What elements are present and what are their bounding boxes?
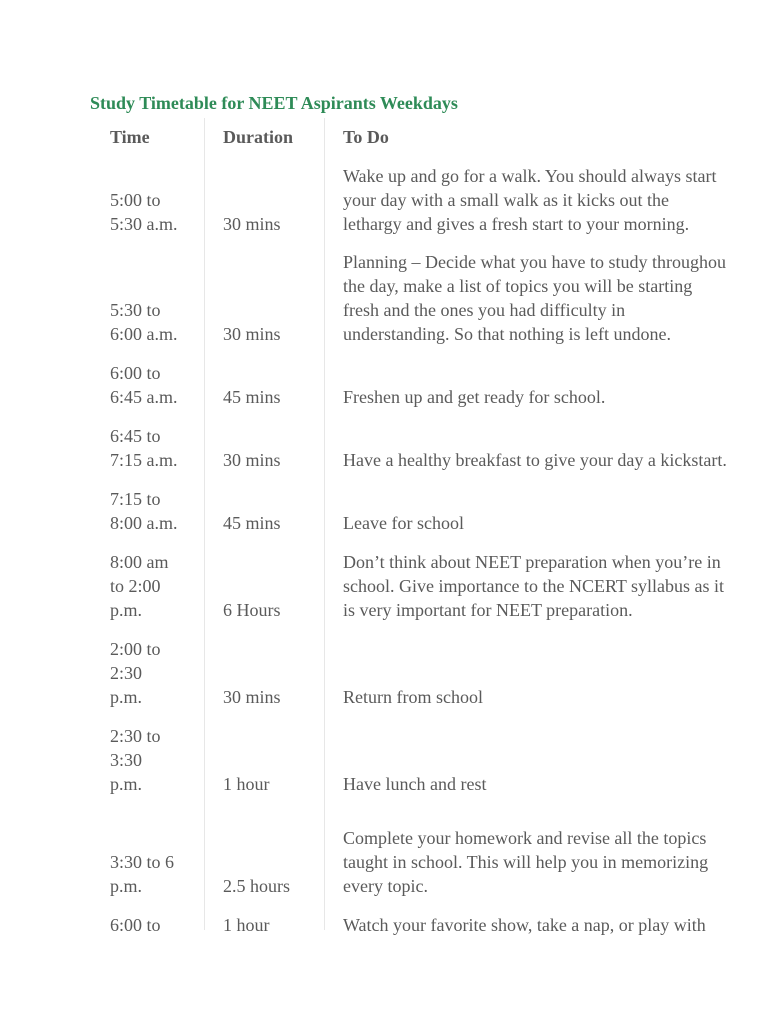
table-header-row bbox=[0, 118, 768, 156]
row-time: 6:45 to 7:15 a.m. bbox=[110, 426, 178, 470]
timetable bbox=[0, 118, 768, 936]
row-todo: Have a healthy breakfast to give your day a kickstart. bbox=[343, 450, 727, 470]
row-duration: 45 mins bbox=[223, 387, 281, 407]
row-time: 3:30 to 6 p.m. bbox=[110, 852, 175, 896]
row-duration: 1 hour bbox=[223, 774, 270, 794]
row-duration: 2.5 hours bbox=[223, 876, 290, 896]
row-time: 5:00 to 5:30 a.m. bbox=[110, 190, 178, 234]
row-todo: Watch your favorite show, take a nap, or play with bbox=[343, 915, 706, 935]
table-row bbox=[0, 533, 768, 620]
row-time: 7:15 to 8:00 a.m. bbox=[110, 489, 178, 533]
row-todo: Leave for school bbox=[343, 513, 464, 533]
table-row bbox=[0, 896, 768, 936]
row-duration: 30 mins bbox=[223, 214, 281, 234]
row-todo: Wake up and go for a walk. You should always start your day with a small walk as it kicks out the lethargy and gives a fresh start to your morning. bbox=[343, 166, 717, 234]
row-duration: 1 hour bbox=[223, 915, 270, 935]
row-time: 8:00 am to 2:00 p.m. bbox=[110, 552, 169, 620]
row-todo: Complete your homework and revise all the topics taught in school. This will help you in memorizing every topic. bbox=[343, 828, 709, 896]
row-time: 6:00 to 6:45 a.m. bbox=[110, 363, 178, 407]
row-duration: 6 Hours bbox=[223, 600, 281, 620]
table-row bbox=[0, 794, 768, 896]
table-row bbox=[0, 344, 768, 407]
table-row bbox=[0, 156, 768, 234]
page-title: Study Timetable for NEET Aspirants Weekdays bbox=[90, 93, 458, 113]
table-row bbox=[0, 707, 768, 794]
table-row bbox=[0, 234, 768, 344]
row-time: 2:00 to 2:30 p.m. bbox=[110, 639, 161, 707]
header-todo: To Do bbox=[343, 127, 389, 147]
row-duration: 30 mins bbox=[223, 450, 281, 470]
row-todo: Return from school bbox=[343, 687, 483, 707]
row-time: 2:30 to 3:30 p.m. bbox=[110, 726, 161, 794]
row-todo: Have lunch and rest bbox=[343, 774, 487, 794]
header-duration: Duration bbox=[223, 127, 294, 147]
row-duration: 30 mins bbox=[223, 687, 281, 707]
row-todo: Planning – Decide what you have to study throughou the day, make a list of topics you will be starting fresh and the ones you had difficulty in understanding. So that nothing is left undone. bbox=[343, 252, 726, 344]
table-row bbox=[0, 470, 768, 533]
row-time: 6:00 to bbox=[110, 915, 161, 935]
row-todo: Freshen up and get ready for school. bbox=[343, 387, 606, 407]
row-time: 5:30 to 6:00 a.m. bbox=[110, 300, 178, 344]
table-row bbox=[0, 407, 768, 470]
row-todo: Don’t think about NEET preparation when you’re in school. Give importance to the NCERT syllabus as it is very important for NEET preparation. bbox=[343, 552, 725, 620]
row-duration: 45 mins bbox=[223, 513, 281, 533]
table-row bbox=[0, 620, 768, 707]
header-time: Time bbox=[110, 127, 150, 147]
row-duration: 30 mins bbox=[223, 324, 281, 344]
